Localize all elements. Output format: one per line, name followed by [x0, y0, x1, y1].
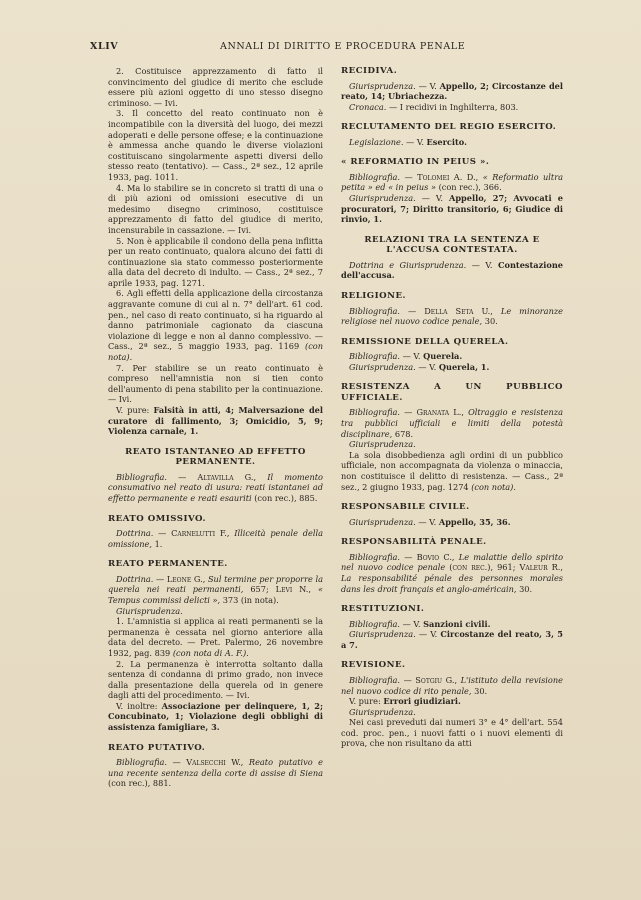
bibliography-entry: Bibliografia. — Sotgiu G., L'istituto della revisione nel nuovo codice di rito penale, 30.	[341, 674, 563, 696]
jurisprudence-entry: Giurisprudenza. — V. Appello, 35, 36.	[349, 516, 511, 527]
left-column	[108, 66, 323, 789]
bibliography-entry: Bibliografia. — Altavilla G., Il momento consumativo nel reato di usura: reati istantanei ad effetto permanente e reati esauriti (con rec.), 885.	[108, 471, 323, 503]
page-number: XLIV	[90, 41, 119, 52]
jurisprudence-entry: Giurisprudenza. — V. Circostanze del reato, 3, 5 a 7.	[341, 629, 563, 650]
entry-heading: REVISIONE.	[341, 660, 406, 671]
chronicle-entry: Cronaca. — I recidivi in Inghilterra, 803.	[349, 101, 519, 112]
jurisprudence-entry: Giurisprudenza. — V. Appello, 2; Circostanze del reato, 14; Ubriachezza.	[341, 80, 564, 102]
paragraph: La sola disobbedienza agli ordini di un pubblico ufficiale, non accompagnata da violenza o minaccia, non costituisce il delitto di resistenza. — Cass., 2ª sez., 2 giugno 1933, pag. 1274 (con nota).	[341, 449, 563, 492]
paragraph: 2. Costituisce apprezzamento di fatto il convincimento del giudice di merito che esclude essere più azioni oggetto di uno stesso disegno criminoso. — Ivi.	[108, 66, 323, 108]
entry-heading: RELAZIONI TRA LA SENTENZA E L'ACCUSA CONTESTATA.	[364, 234, 540, 256]
right-column	[341, 66, 563, 749]
bibliography-entry: Bibliografia. — Granata L., Oltraggio e resistenza tra pubblici ufficiali e limiti della potestà disciplinare, 678.	[341, 407, 564, 439]
paragraph: 7. Per stabilire se un reato continuato è compreso nell'amnistia non si tien conto dell'aumento di pena stabilito per la continuazione. — Ivi.	[108, 362, 323, 405]
subsection-label: Giurisprudenza.	[349, 706, 416, 717]
running-title: ANNALI DI DIRITTO E PROCEDURA PENALE	[220, 41, 466, 52]
entry-heading: REATO OMISSIVO.	[108, 513, 207, 524]
jurisprudence-entry: Giurisprudenza. — V. Appello, 27; Avvocati e procuratori, 7; Diritto transitorio, 6; Giudice di rinvio, 1.	[341, 193, 563, 225]
paragraph: 1. L'amnistia si applica ai reati permanenti se la permanenza è cessata nel giorno anteriore alla data del decreto. — Pret. Palermo, 26 novembre 1932, pag. 839 (con nota di A. F.).	[108, 616, 323, 658]
bibliography-entry: Bibliografia. — Bovio C., Le malattie dello spirito nel nuovo codice penale (con rec.), 961; Valeur R., La responsabilité pénale des personnes morales dans les droit français et anglo-américain, 30.	[341, 551, 563, 594]
entry-heading: REATO PERMANENTE.	[108, 559, 228, 570]
page-header	[90, 41, 545, 55]
doctrine-entry: Dottrina. — Leone G., Sul termine per proporre la querela nei reati permanenti, 657; Levi N., « Tempus commissi delicti », 373 (in nota).	[108, 573, 323, 605]
cross-reference: V. pure: Falsità in atti, 4; Malversazione del curatore di fallimento, 3; Omicidio, 5, 9; Violenza carnale, 1.	[108, 405, 324, 437]
entry-heading: RECIDIVA.	[341, 66, 398, 76]
entry-heading: RECLUTAMENTO DEL REGIO ESERCITO.	[341, 122, 557, 133]
doctrine-entry: Dottrina. — Carnelutti F., Illiceità penale della omissione, 1.	[108, 528, 323, 549]
subsection-label: Giurisprudenza.	[116, 605, 183, 616]
paragraph: 4. Ma lo stabilire se in concreto si tratti di una o di più azioni od omissioni esecutive di un medesimo disegno criminoso, costituisce apprezzamento di fatto del giudice di merito, incensurabile in cassazione. — Ivi.	[108, 182, 323, 235]
paragraph: 6. Agli effetti della applicazione della circostanza aggravante comune di cui al n. 7° dell'art. 61 cod. pen., nel caso di reato continuato, si ha riguardo al danno patrimoniale cagionato da ciascuna violazione di legge e non al danno complessivo. — Cass., 2ª sez., 5 maggio 1933, pag. 1169 (con nota).	[108, 288, 323, 363]
bibliography-entry: Bibliografia. — V. Sanzioni civili.	[349, 618, 491, 629]
legislation-entry: Legislazione. — V. Esercito.	[349, 136, 467, 147]
paragraph: 2. La permanenza è interrotta soltanto dalla sentenza di condanna di primo grado, non invece dalla presentazione della querela od in genere dagli atti del procedimento. — Ivi.	[108, 658, 323, 701]
entry-heading: REATO ISTANTANEO AD EFFETTO PERMANENTE.	[125, 446, 306, 468]
entry-heading: REMISSIONE DELLA QUERELA.	[341, 336, 509, 347]
cross-reference: V. pure: Errori giudiziari.	[349, 696, 461, 707]
bibliography-entry: Bibliografia. — V. Querela.	[349, 351, 463, 362]
cross-reference: V. inoltre: Associazione per delinquere, 1, 2; Concubinato, 1; Violazione degli obblighi di assistenza famigliare, 3.	[108, 700, 323, 733]
doctrine-entry: Dottrina e Giurisprudenza. — V. Contestazione dell'accusa.	[341, 259, 563, 281]
paragraph: 3. Il concetto del reato continuato non è incompatibile con la diversità del luogo, dei mezzi adoperati e delle persone offese; e la continuazione è ammessa anche quando le diverse violazioni costituiscano singolarmente aspetti diversi dello stesso reato (tentativo). — Cass., 2ª sez., 12 aprile 1933, pag. 1011.	[108, 108, 323, 182]
entry-heading: RESPONSABILE CIVILE.	[341, 502, 470, 513]
bibliography-entry: Bibliografia. — Della Seta U., Le minoranze religiose nel nuovo codice penale, 30.	[341, 305, 563, 327]
entry-heading: REATO PUTATIVO.	[108, 742, 206, 753]
entry-heading: RELIGIONE.	[341, 291, 406, 302]
entry-heading: « REFORMATIO IN PEIUS ».	[341, 157, 490, 168]
paragraph: 5. Non è applicabile il condono della pena inflitta per un reato continuato, qualora alcuno dei fatti di continuazione sia stato commesso posteriormente alla data del decreto di indulto. — Cass., 2ª sez., 7 aprile 1933, pag. 1271.	[108, 235, 323, 288]
bibliography-entry: Bibliografia. — Valsecchi W., Reato putativo e una recente sentenza della corte di assise di Siena (con rec.), 881.	[108, 757, 323, 789]
bibliography-entry: Bibliografia. — Tolomei A. D., « Reformatio ultra petita » ed « in peius » (con rec.), 366.	[341, 171, 563, 193]
subsection-label: Giurisprudenza.	[349, 439, 416, 450]
jurisprudence-entry: Giurisprudenza. — V. Querela, 1.	[349, 361, 490, 372]
entry-heading: RESPONSABILITÀ PENALE.	[341, 537, 487, 548]
entry-heading: RESTITUZIONI.	[341, 604, 425, 615]
entry-heading: RESISTENZA A UN PUBBLICO UFFICIALE.	[341, 382, 563, 403]
paragraph: Nei casi preveduti dai numeri 3° e 4° dell'art. 554 cod. proc. pen., i nuovi fatti o i nuovi elementi di prova, che non risultano da atti	[341, 717, 563, 749]
